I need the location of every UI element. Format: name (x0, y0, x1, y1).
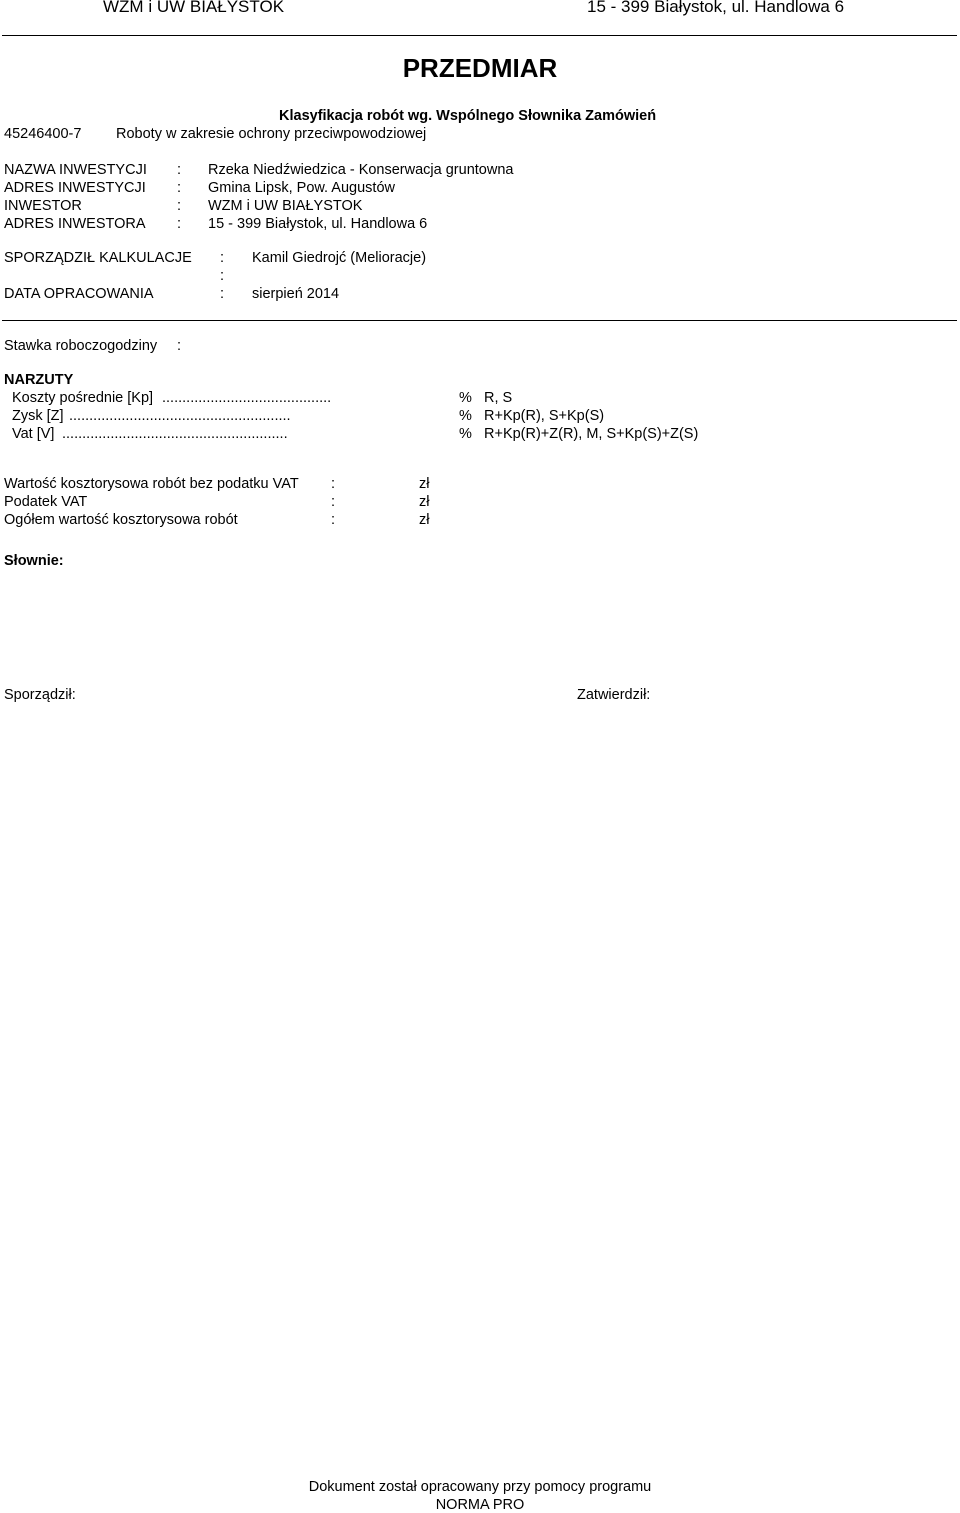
date-label: DATA OPRACOWANIA (4, 286, 154, 302)
classification-heading: Klasyfikacja robót wg. Wspólnego Słownika Zamówień (279, 108, 657, 124)
colon: : (177, 180, 182, 196)
leader-dots: ....................................................... (69, 408, 291, 424)
header-divider (2, 35, 957, 36)
percent-sign: % (459, 408, 472, 424)
surcharge-label: Vat [V] (12, 426, 55, 442)
colon: : (331, 494, 336, 510)
footer-note: Dokument został opracowany przy pomocy programu (308, 1479, 652, 1495)
leader-dots: .......................................... (162, 390, 332, 406)
colon: : (177, 162, 182, 178)
investment-address-value: Gmina Lipsk, Pow. Augustów (208, 180, 395, 196)
percent-sign: % (459, 426, 472, 442)
investment-name-label: NAZWA INWESTYCJI (4, 162, 147, 178)
page-title: PRZEDMIAR (402, 53, 558, 83)
section-divider (2, 320, 957, 321)
investment-name-value: Rzeka Niedźwiedzica - Konserwacja gruntowna (208, 162, 514, 178)
surcharge-basis: R+Kp(R)+Z(R), M, S+Kp(S)+Z(S) (484, 426, 699, 442)
leader-dots: ........................................................ (62, 426, 288, 442)
colon: : (220, 250, 225, 266)
classification-description: Roboty w zakresie ochrony przeciwpowodziowej (116, 126, 427, 142)
header-company: WZM i UW BIAŁYSTOK (103, 0, 285, 16)
investor-value: WZM i UW BIAŁYSTOK (208, 198, 363, 214)
colon: : (177, 198, 182, 214)
header-address: 15 - 399 Białystok, ul. Handlowa 6 (587, 0, 845, 16)
approved-by-label: Zatwierdził: (577, 687, 651, 703)
investor-address-value: 15 - 399 Białystok, ul. Handlowa 6 (208, 216, 428, 232)
net-value-label: Wartość kosztorysowa robót bez podatku VAT (4, 476, 299, 492)
investment-address-label: ADRES INWESTYCJI (4, 180, 146, 196)
currency: zł (419, 476, 430, 492)
colon: : (220, 286, 225, 302)
surcharge-basis: R, S (484, 390, 513, 406)
investor-label: INWESTOR (4, 198, 82, 214)
surcharge-label: Koszty pośrednie [Kp] (12, 390, 154, 406)
investor-address-label: ADRES INWESTORA (4, 216, 146, 232)
surcharge-label: Zysk [Z] (12, 408, 64, 424)
footer-program: NORMA PRO (435, 1497, 525, 1513)
currency: zł (419, 512, 430, 528)
colon: : (331, 512, 336, 528)
colon: : (177, 216, 182, 232)
vat-label: Podatek VAT (4, 494, 88, 510)
in-words-label: Słownie: (4, 553, 64, 569)
classification-code: 45246400-7 (4, 126, 82, 142)
calc-author-label: SPORZĄDZIŁ KALKULACJE (4, 250, 192, 266)
gross-value-label: Ogółem wartość kosztorysowa robót (4, 512, 238, 528)
surcharges-heading: NARZUTY (4, 372, 74, 388)
colon: : (331, 476, 336, 492)
prepared-by-label: Sporządził: (4, 687, 76, 703)
calc-author-value: Kamil Giedrojć (Melioracje) (252, 250, 427, 266)
colon: : (220, 268, 225, 284)
date-value: sierpień 2014 (252, 286, 340, 302)
rate-label: Stawka roboczogodziny (4, 338, 158, 354)
colon: : (177, 338, 182, 354)
currency: zł (419, 494, 430, 510)
percent-sign: % (459, 390, 472, 406)
surcharge-basis: R+Kp(R), S+Kp(S) (484, 408, 605, 424)
